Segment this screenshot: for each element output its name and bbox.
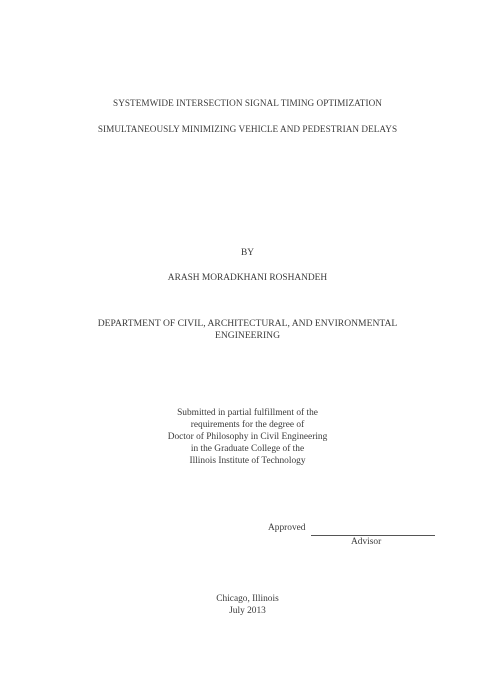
- submission-line-2: requirements for the degree of: [190, 420, 305, 430]
- signature-rule: [311, 535, 435, 536]
- submission-line-5: Illinois Institute of Technology: [189, 456, 306, 466]
- author-name: ARASH MORADKHANI ROSHANDEH: [167, 273, 328, 283]
- submission-line-3: Doctor of Philosophy in Civil Engineering: [167, 432, 328, 442]
- thesis-title-line-1: SYSTEMWIDE INTERSECTION SIGNAL TIMING OPTIMIZATION: [113, 98, 382, 108]
- approval-signature-line: [268, 523, 438, 537]
- submission-line-4: in the Graduate College of the: [190, 444, 305, 454]
- department-line-2: ENGINEERING: [214, 330, 280, 341]
- advisor-label: Advisor: [351, 537, 382, 547]
- location: Chicago, Illinois: [216, 594, 279, 604]
- approved-label: Approved: [268, 523, 306, 533]
- department-line-1: DEPARTMENT OF CIVIL, ARCHITECTURAL, AND ENVIRONMENTAL: [97, 318, 398, 329]
- date: July 2013: [229, 606, 266, 616]
- thesis-title-line-2: SIMULTANEOUSLY MINIMIZING VEHICLE AND PEDESTRIAN DELAYS: [97, 124, 398, 134]
- submission-line-1: Submitted in partial fulfillment of the: [177, 408, 318, 418]
- by-label: BY: [240, 248, 255, 258]
